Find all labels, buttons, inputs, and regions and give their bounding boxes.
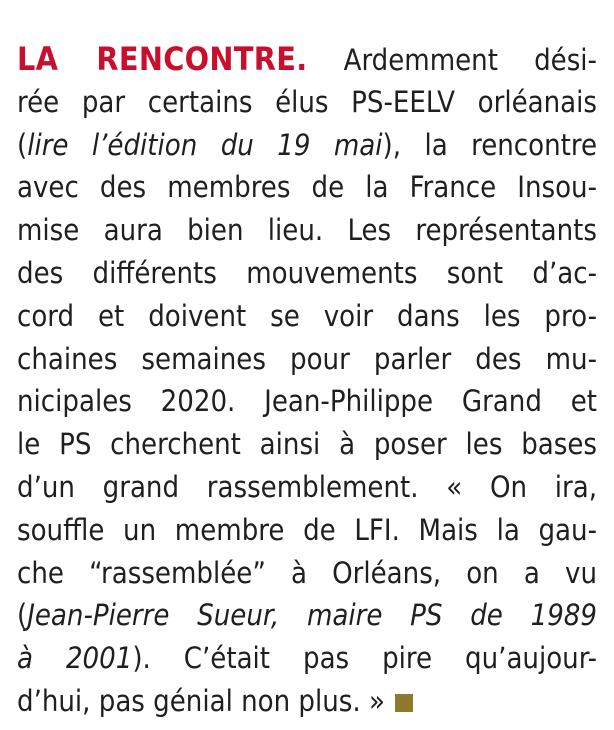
article-line: rée par certains élus PS-EELV orléanais: [17, 84, 597, 119]
article-line: che “rassemblée” à Orléans, on a vu: [17, 555, 597, 590]
article-line: le PS cherchent ainsi à poser les bases: [17, 427, 597, 462]
article-kicker: LA RENCONTRE.: [17, 40, 308, 78]
article-line: des différents mouvements sont d’ac-: [17, 255, 597, 290]
article-line: nicipales 2020. Jean-Philippe Grand et: [17, 384, 597, 419]
article-line: cord et doivent se voir dans les pro-: [17, 298, 597, 333]
article-line: avec des membres de la France Insou-: [17, 170, 597, 205]
article-line: [17, 124, 597, 167]
end-of-article-square-icon: [395, 694, 413, 712]
article-text: Ardemment dési-: [343, 43, 597, 77]
paren-open: (: [17, 127, 28, 162]
article-line: [17, 637, 597, 680]
article-line: souffle un membre de LFI. Mais la gau-: [17, 512, 597, 547]
article-line: chaines semaines pour parler des mu-: [17, 341, 597, 376]
paren-open: (: [17, 598, 28, 633]
mayor-reference-end: à 2001: [17, 641, 133, 676]
article-line: [17, 594, 597, 637]
article-line: mise aura bien lieu. Les représentants: [17, 213, 597, 248]
mayor-reference: Jean-Pierre Sueur, maire PS de 1989: [27, 598, 597, 633]
article-body: [17, 38, 597, 723]
article-text: ), la rencontre: [382, 127, 598, 162]
edition-reference: lire l’édition du 19 mai: [27, 127, 383, 162]
article-line: d’un grand rassemblement. « On ira,: [17, 469, 597, 504]
article-text: d’hui, pas génial non plus. »: [17, 683, 385, 718]
article-line: [17, 680, 597, 723]
article-text: ). C’était pas pire qu’aujour-: [132, 641, 597, 676]
article-line: [17, 38, 597, 81]
